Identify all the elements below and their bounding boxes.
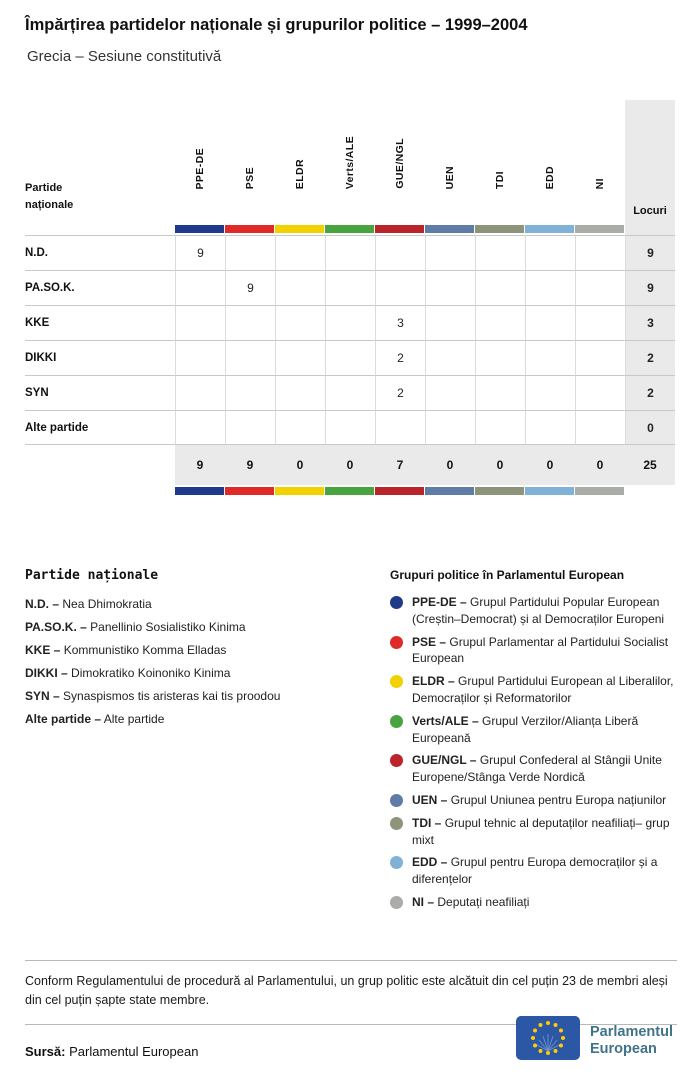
value-cell	[325, 270, 375, 305]
group-text	[412, 634, 678, 668]
spacer-cell	[625, 485, 675, 495]
total-cell: 0	[525, 445, 575, 485]
group-color-dot	[390, 754, 403, 767]
party-code: SYN –	[25, 689, 60, 703]
value-cell	[225, 340, 275, 375]
color-bar-verts-ale-bottom	[325, 485, 375, 495]
legend-party-item	[25, 597, 370, 611]
group-desc: Grupul Parlamentar al Partidului Socialist European	[412, 634, 669, 666]
value-cell: 2	[375, 340, 425, 375]
seats-table	[25, 100, 675, 495]
value-cell	[275, 340, 325, 375]
value-cell	[575, 410, 625, 445]
column-header-eldr	[275, 100, 325, 225]
spacer-cell	[25, 445, 175, 485]
color-bar-eldr	[275, 225, 325, 235]
legend-party-item	[25, 620, 370, 634]
group-color-dot	[390, 856, 403, 869]
total-cell: 0	[275, 445, 325, 485]
seats-cell: 9	[625, 270, 675, 305]
page-title: Împărțirea partidelor naționale și grupurilor politice – 1999–2004	[25, 16, 528, 34]
column-header-label: TDI	[494, 170, 506, 189]
value-cell	[475, 375, 525, 410]
color-bar-tdi	[475, 225, 525, 235]
color-bar-uen	[425, 225, 475, 235]
column-header-label: PSE	[244, 166, 256, 189]
color-bar-ppe-de	[175, 225, 225, 235]
column-header-tdi	[475, 100, 525, 225]
group-code: Verts/ALE –	[412, 713, 479, 728]
group-color-dot	[390, 596, 403, 609]
source-label: Sursă:	[25, 1044, 66, 1059]
legend-group-item	[390, 854, 678, 888]
seats-cell: 3	[625, 305, 675, 340]
column-header-locuri	[625, 100, 675, 225]
party-name: Kommunistiko Komma Elladas	[63, 643, 227, 657]
group-desc: Deputați neafiliați	[437, 894, 530, 909]
group-text	[412, 792, 666, 809]
total-cell: 0	[425, 445, 475, 485]
group-text	[412, 854, 678, 888]
party-label: DIKKI	[25, 340, 175, 375]
party-name: Synaspismos tis aristeras kai tis proodou	[63, 689, 281, 703]
row-header-line1: Partide	[25, 181, 63, 194]
group-code: PPE-DE –	[412, 595, 467, 609]
group-color-dot	[390, 636, 403, 649]
party-name: Dimokratiko Koinoniko Kinima	[71, 666, 231, 680]
group-desc: Grupul Confederal al Stângii Unite Europene/Stânga Verde Nordică	[412, 753, 662, 785]
value-cell	[425, 270, 475, 305]
group-desc: Grupul Verzilor/Alianța Liberă Europeană	[412, 713, 639, 745]
value-cell	[475, 340, 525, 375]
party-name: Panellinio Sosialistiko Kinima	[90, 620, 246, 634]
party-code: DIKKI –	[25, 666, 68, 680]
value-cell: 9	[225, 270, 275, 305]
value-cell	[475, 235, 525, 270]
group-desc: Grupul Partidului Popular European (Creștin–Democrat) și al Democraților Europeni	[412, 595, 665, 626]
value-cell	[175, 340, 225, 375]
value-cell	[525, 270, 575, 305]
column-header-uen	[425, 100, 475, 225]
legend-group-item	[390, 594, 678, 628]
value-cell	[425, 410, 475, 445]
group-desc: Grupul Uniunea pentru Europa națiunilor	[450, 792, 667, 807]
party-label: N.D.	[25, 235, 175, 270]
group-color-dot	[390, 896, 403, 909]
legend-group-item	[390, 752, 678, 786]
color-bar-ppe-de-bottom	[175, 485, 225, 495]
value-cell	[575, 235, 625, 270]
value-cell	[225, 235, 275, 270]
legend-group-item	[390, 673, 678, 707]
legend-groups-title: Grupuri politice în Parlamentul European	[390, 568, 625, 582]
total-cell: 9	[175, 445, 225, 485]
column-header-label: EDD	[544, 165, 556, 189]
color-bar-gue-ngl	[375, 225, 425, 235]
column-header-label: Verts/ALE	[344, 135, 356, 189]
spacer-cell	[25, 485, 175, 495]
group-code: GUE/NGL –	[412, 753, 477, 768]
total-cell: 9	[225, 445, 275, 485]
value-cell	[475, 305, 525, 340]
total-cell: 0	[325, 445, 375, 485]
value-cell	[575, 270, 625, 305]
value-cell	[425, 305, 475, 340]
party-code: Alte partide –	[25, 712, 102, 726]
logo-text-line1: Parlamentul	[590, 1024, 673, 1040]
group-code: TDI –	[412, 815, 442, 830]
party-label: Alte partide	[25, 410, 175, 445]
legend-parties	[25, 568, 370, 735]
column-header-ppe-de	[175, 100, 225, 225]
column-header-verts-ale	[325, 100, 375, 225]
color-bar-uen-bottom	[425, 485, 475, 495]
value-cell	[175, 410, 225, 445]
value-cell	[325, 410, 375, 445]
party-label: PA.SO.K.	[25, 270, 175, 305]
group-code: ELDR –	[412, 674, 455, 689]
group-desc: Grupul tehnic al deputaților neafiliați– grup mixt	[412, 815, 670, 847]
group-desc: Grupul pentru Europa democraților și a diferențelor	[412, 855, 658, 887]
legend-group-item	[390, 634, 678, 668]
total-cell: 0	[575, 445, 625, 485]
footnote: Conform Regulamentului de procedură al Parlamentului, un grup politic este alcătuit din cel puțin 23 de membri aleși din cel puțin șapte state membre.	[25, 960, 677, 1025]
party-name: Nea Dhimokratia	[62, 597, 152, 611]
column-header-pse	[225, 100, 275, 225]
legend-parties-title: Partide naționale	[25, 568, 159, 583]
color-bar-pse	[225, 225, 275, 235]
party-code: KKE –	[25, 643, 61, 657]
value-cell	[475, 410, 525, 445]
value-cell	[525, 305, 575, 340]
european-parliament-logo	[516, 1014, 676, 1062]
legend-party-item	[25, 643, 370, 657]
color-bar-pse-bottom	[225, 485, 275, 495]
seats-cell: 2	[625, 375, 675, 410]
legend-group-item	[390, 894, 678, 911]
locuri-column-bg	[625, 225, 675, 235]
group-color-dot	[390, 794, 403, 807]
value-cell	[525, 235, 575, 270]
party-name: Alte partide	[103, 712, 165, 726]
value-cell	[225, 410, 275, 445]
value-cell	[375, 410, 425, 445]
value-cell	[575, 340, 625, 375]
group-text	[412, 673, 678, 707]
column-header-edd	[525, 100, 575, 225]
group-color-dot	[390, 817, 403, 830]
value-cell	[175, 375, 225, 410]
party-label: SYN	[25, 375, 175, 410]
column-header-label: GUE/NGL	[394, 138, 406, 189]
total-cell: 7	[375, 445, 425, 485]
value-cell	[275, 375, 325, 410]
source-text: Parlamentul European	[69, 1044, 199, 1059]
color-bar-tdi-bottom	[475, 485, 525, 495]
value-cell	[275, 270, 325, 305]
party-label: KKE	[25, 305, 175, 340]
value-cell: 9	[175, 235, 225, 270]
party-code: N.D. –	[25, 597, 60, 611]
legend-groups	[390, 568, 678, 917]
value-cell	[225, 305, 275, 340]
value-cell	[325, 340, 375, 375]
value-cell	[275, 235, 325, 270]
value-cell	[175, 305, 225, 340]
source-line	[25, 1044, 198, 1059]
value-cell	[375, 235, 425, 270]
value-cell	[475, 270, 525, 305]
value-cell	[575, 305, 625, 340]
group-desc: Grupul Partidului European al Liberalilor, Democraților și Reformatorilor	[412, 674, 674, 705]
color-bar-gue-ngl-bottom	[375, 485, 425, 495]
group-text	[412, 894, 529, 911]
group-code: EDD –	[412, 855, 448, 870]
group-text	[412, 815, 678, 849]
color-bar-ni-bottom	[575, 485, 625, 495]
column-header-label: PPE-DE	[194, 147, 206, 189]
legend-party-item	[25, 689, 370, 703]
group-color-dot	[390, 675, 403, 688]
column-header-ni	[575, 100, 625, 225]
value-cell	[425, 375, 475, 410]
column-header-label: UEN	[444, 165, 456, 189]
color-bar-verts-ale	[325, 225, 375, 235]
color-bar-edd-bottom	[525, 485, 575, 495]
row-header-line2: naționale	[25, 199, 74, 212]
value-cell	[575, 375, 625, 410]
seats-cell: 0	[625, 410, 675, 445]
group-code: UEN –	[412, 792, 448, 807]
logo-text-line2: European	[590, 1041, 657, 1057]
value-cell	[175, 270, 225, 305]
value-cell	[325, 235, 375, 270]
column-header-label: ELDR	[294, 158, 306, 189]
column-header-label: NI	[594, 177, 606, 189]
color-bar-ni	[575, 225, 625, 235]
value-cell	[525, 410, 575, 445]
page-subtitle: Grecia – Sesiune constitutivă	[27, 48, 222, 65]
locuri-label: Locuri	[633, 205, 667, 217]
total-cell: 0	[475, 445, 525, 485]
color-bar-edd	[525, 225, 575, 235]
value-cell: 2	[375, 375, 425, 410]
value-cell	[375, 270, 425, 305]
column-header-gue-ngl	[375, 100, 425, 225]
group-text	[412, 594, 678, 628]
total-seats-cell: 25	[625, 445, 675, 485]
legend-group-item	[390, 792, 678, 809]
group-code: NI –	[412, 894, 435, 909]
legend-party-item	[25, 712, 370, 726]
value-cell	[325, 305, 375, 340]
seats-cell: 9	[625, 235, 675, 270]
group-color-dot	[390, 715, 403, 728]
color-bar-eldr-bottom	[275, 485, 325, 495]
party-code: PA.SO.K. –	[25, 620, 87, 634]
value-cell	[325, 375, 375, 410]
value-cell: 3	[375, 305, 425, 340]
value-cell	[425, 235, 475, 270]
row-header	[25, 100, 175, 225]
seats-cell: 2	[625, 340, 675, 375]
group-code: PSE –	[412, 634, 447, 649]
legend-group-item	[390, 713, 678, 747]
value-cell	[525, 340, 575, 375]
value-cell	[425, 340, 475, 375]
value-cell	[225, 375, 275, 410]
legend-group-item	[390, 815, 678, 849]
legend-party-item	[25, 666, 370, 680]
group-text	[412, 713, 678, 747]
value-cell	[525, 375, 575, 410]
spacer-cell	[25, 225, 175, 235]
group-text	[412, 752, 678, 786]
value-cell	[275, 410, 325, 445]
value-cell	[275, 305, 325, 340]
